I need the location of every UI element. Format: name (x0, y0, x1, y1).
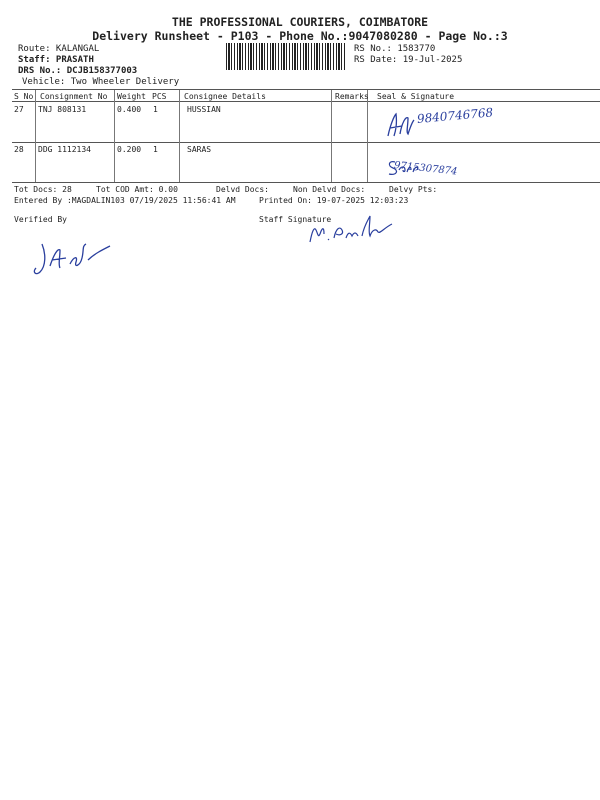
signature-phone: 9715307874 (393, 160, 458, 178)
signature-phone: 9840746768 (416, 105, 494, 126)
staff-signature (306, 212, 396, 246)
header-pcs: PCS (152, 92, 167, 101)
tot-docs: Tot Docs: 28 (14, 185, 72, 194)
entered-by: Entered By :MAGDALIN103 07/19/2025 11:56:41 AM (14, 196, 236, 205)
row-consignment: TNJ 808131 (38, 105, 87, 114)
header-bottom-rule (12, 101, 600, 102)
rs-number: RS No.: 1583770 (354, 44, 436, 54)
non-delvd-docs: Non Delvd Docs: (293, 185, 366, 194)
row-pcs: 1 (153, 105, 158, 114)
col-divider (367, 90, 368, 182)
delvd-docs: Delvd Docs: (216, 185, 269, 194)
staff-text: Staff: PRASATH (18, 55, 94, 65)
row-sno: 27 (14, 105, 24, 114)
header-consignment: Consignment No (40, 92, 108, 101)
drs-number: DRS No.: DCJB158377003 (18, 66, 138, 76)
row-consignee: HUSSIAN (187, 105, 221, 114)
row-divider (12, 142, 600, 143)
vehicle-text: Vehicle: Two Wheeler Delivery (22, 77, 180, 87)
header-consignee: Consignee Details (184, 92, 266, 101)
col-divider (114, 90, 115, 182)
printed-on: Printed On: 19-07-2025 12:03:23 (259, 196, 409, 205)
table-bottom-rule (12, 182, 600, 183)
verified-signature (30, 240, 114, 278)
signature-mark (384, 108, 418, 142)
col-divider (331, 90, 332, 182)
company-title: THE PROFESSIONAL COURIERS, COIMBATORE (171, 15, 429, 29)
row-pcs: 1 (153, 145, 158, 154)
col-divider (179, 90, 180, 182)
col-divider (35, 90, 36, 182)
row-consignment: DDG 1112134 (38, 145, 91, 154)
header-remarks: Remarks (335, 92, 369, 101)
rs-date: RS Date: 19-Jul-2025 (354, 55, 463, 65)
table-top-rule (12, 89, 600, 90)
route-text: Route: KALANGAL (18, 44, 100, 54)
row-consignee: SARAS (187, 145, 212, 154)
barcode (226, 43, 346, 70)
verified-by-label: Verified By (14, 215, 67, 224)
delvy-pts: Delvy Pts: (389, 185, 438, 194)
row-weight: 0.200 (117, 145, 142, 154)
header-signature: Seal & Signature (377, 92, 455, 101)
header-weight: Weight (117, 92, 146, 101)
header-sno: S No (14, 92, 34, 101)
row-sno: 28 (14, 145, 24, 154)
staff-signature-label: Staff Signature (259, 215, 332, 224)
runsheet-subtitle: Delivery Runsheet - P103 - Phone No.:9047080280 - Page No.:3 (92, 29, 508, 43)
row-weight: 0.400 (117, 105, 142, 114)
tot-cod: Tot COD Amt: 0.00 (96, 185, 178, 194)
